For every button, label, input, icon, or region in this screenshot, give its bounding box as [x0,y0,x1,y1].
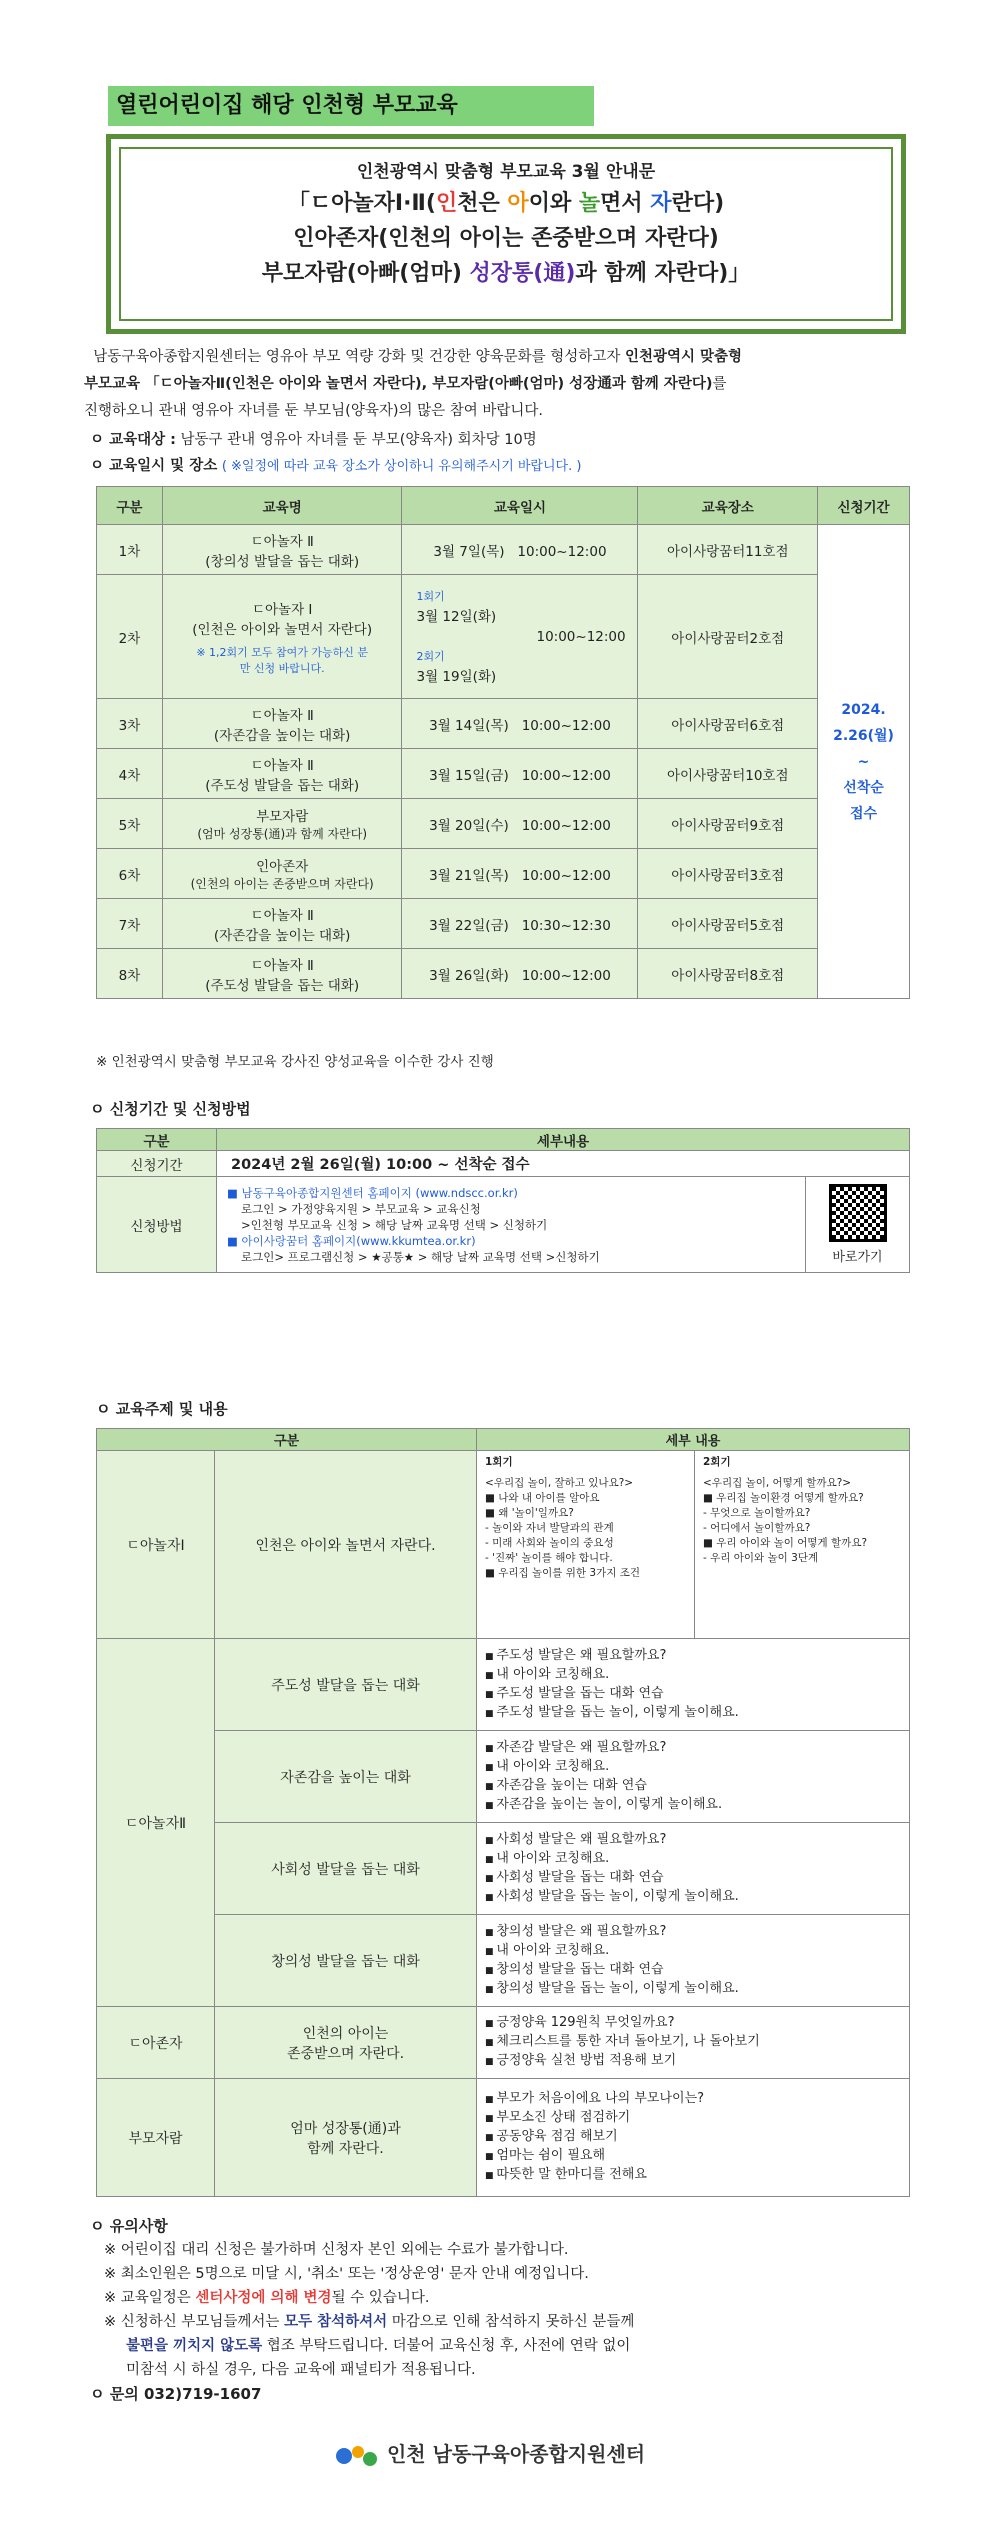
topic-cat: 부모자람 [97,2079,215,2197]
note-5a: 불편을 끼치지 않도록 [126,2338,263,2354]
row-note: ※ 1,2회기 모두 참여가 가능하신 분만 신청 바랍니다. [196,645,369,675]
topic-item: ■ 자존감을 높이는 대화 연습 [485,1777,901,1796]
row-name2: (인천의 아이는 존중받으며 자란다) [190,877,374,891]
row-name1: 인아존자 [256,859,309,875]
s1-line: <우리집 놀이, 잘하고 있나요?> [485,1477,634,1489]
intro-p3: 진행하오니 관내 영유아 자녀를 둔 부모님(양육자)의 많은 참여 바랍니다. [84,403,543,419]
note-3c: 될 수 있습니다. [331,2290,430,2306]
note-5b: 협조 부탁드립니다. 더불어 교육신청 후, 사전에 연락 없이 [262,2338,631,2354]
title-line1: 인천광역시 맞춤형 부모교육 3월 안내문 [356,162,656,182]
apply-m5: 로그인> 프로그램신청 > ★공통★ > 해당 날짜 교육명 선택 >신청하기 [241,1249,600,1264]
qr-label: 바로가기 [832,1250,883,1265]
banner: 열린어린이집 해당 인천형 부모교육 [108,86,594,126]
row-no: 4차 [97,749,163,799]
topic-item: ■ 내 아이와 코칭해요. [485,1666,901,1685]
note-4 [90,2310,910,2334]
apply-m1[interactable]: ■ 남동구육아종합지원센터 홈페이지 (www.ndscc.or.kr) [227,1185,518,1200]
schedule-footnote: ※ 인천광역시 맞춤형 부모교육 강사진 양성교육을 이수한 강사 진행 [96,1054,494,1070]
row-name2: (창의성 발달을 돕는 대화) [205,553,360,570]
topic-item: ■ 긍정양육 129원칙 무엇일까요? [485,2014,901,2033]
table-row [97,799,910,849]
topic-item: ■ 내 아이와 코칭해요. [485,1850,901,1869]
note-5 [90,2334,910,2358]
row-name1: ㄷ아놀자 Ⅰ [251,601,313,618]
topic-item: ■ 자존감을 높이는 놀이, 이렇게 놀이해요. [485,1796,901,1815]
th-date: 교육일시 [402,487,638,525]
th-name: 교육명 [162,487,402,525]
topic-item: ■ 따뜻한 말 한마디를 전해요 [485,2166,901,2185]
session1-title: 1회기 [485,1456,513,1468]
topic-item: ■ 사회성 발달은 왜 필요할까요? [485,1831,901,1850]
th-no: 구분 [97,487,163,525]
row-time: 10:00~12:00 [536,628,626,645]
table-row [97,575,910,699]
row-place: 아이사랑꿈터2호점 [638,575,818,699]
row-time: 10:00~12:00 [521,767,611,784]
row-name1: ㄷ아놀자 Ⅱ [250,533,314,550]
period-4: 선착순 [843,779,884,796]
row-time: 10:30~12:30 [521,917,611,934]
row-time: 10:00~12:00 [521,717,611,734]
note-3a: ※ 교육일정은 [104,2290,196,2306]
row-no: 7차 [97,899,163,949]
t2e: 란다) [671,191,725,216]
session-2: 2회기 [416,649,445,663]
topic-cat: ㄷ아놀자Ⅱ [97,1639,215,2007]
contact-value: 032)719-1607 [143,2385,262,2403]
qr-cell[interactable] [806,1177,910,1273]
note-6: 미참석 시 하실 경우, 다음 교육에 패널티가 적용됩니다. [126,2362,476,2378]
period-cell [818,525,910,999]
table-row [97,699,910,749]
apply-h2: 세부내용 [217,1129,910,1151]
row-name2: (자존감을 높이는 대화) [213,927,351,944]
topic-item: ■ 내 아이와 코칭해요. [485,1758,901,1777]
apply-m4-text: 아이사랑꿈터 홈페이지(www.kkumtea.or.kr) [241,1233,476,1248]
th-period: 신청기간 [818,487,910,525]
t4a: 부모자람(아빠(엄마) [261,261,470,286]
s2-line: - 무엇으로 놀이할까요? [703,1507,811,1519]
row-date: 3월 22일(금) [429,917,509,934]
row-place: 아이사랑꿈터3호점 [638,849,818,899]
schedule-table [96,486,910,999]
topic-item: ■ 부모소진 상태 점검하기 [485,2109,901,2128]
topic-sub: 인천은 아이와 놀면서 자란다. [215,1451,477,1639]
row-date: 3월 26일(화) [429,967,509,984]
topic-item: ■ 주도성 발달을 돕는 대화 연습 [485,1685,901,1704]
row-date: 3월 7일(목) [433,543,505,560]
row-date: 3월 12일(화) [416,608,497,625]
row-place: 아이사랑꿈터10호점 [638,749,818,799]
notes [90,2214,910,2406]
note-4b: 모두 참석하셔서 [284,2314,388,2330]
period-1: 2024. [841,701,886,718]
row-date: 3월 21일(목) [429,867,509,884]
row-name2: (자존감을 높이는 대화) [213,727,351,744]
t4c: 과 함께 자란다)」 [575,261,751,286]
row-time: 10:00~12:00 [521,967,611,984]
s1-line: ■ 우리집 놀이를 위한 3가지 조건 [485,1567,641,1579]
row-place: 아이사랑꿈터8호점 [638,949,818,999]
row-name1: 부모자람 [256,809,309,825]
table-row [97,899,910,949]
title-line2 [121,186,891,217]
table-row [97,525,910,575]
topic-item: ■ 사회성 발달을 돕는 대화 연습 [485,1869,901,1888]
s2-line: ■ 우리 아이와 놀이 어떻게 할까요? [703,1537,868,1549]
apply-period-value: 2024년 2월 26일(월) 10:00 ~ 선착순 접수 [217,1151,910,1177]
topic-sub2: 존중받으며 자란다. [286,2045,405,2062]
t2-a: 아 [507,191,529,216]
row-name2: (주도성 발달을 돕는 대화) [205,777,360,794]
topic-item: ■ 창의성 발달은 왜 필요할까요? [485,1923,901,1942]
topic-item: ■ 창의성 발달을 돕는 대화 연습 [485,1961,901,1980]
topic-item: ■ 주도성 발달은 왜 필요할까요? [485,1647,901,1666]
apply-m2: 로그인 > 가정양육지원 > 부모교육 > 교육신청 [241,1201,481,1216]
t2-in: 인 [435,191,458,216]
intro-p2-bold: 부모교육 「ㄷ아놀자Ⅱ(인천은 아이와 놀면서 자란다), 부모자람(아빠(엄마) 성장通과 함께 자란다) [84,376,713,392]
note-4c: 마감으로 인해 참석하지 못하신 분들께 [387,2314,635,2330]
s2-line: ■ 우리집 놀이환경 어떻게 할까요? [703,1492,864,1504]
footer-org: 인천 남동구육아종합지원센터 [386,2442,646,2466]
row-time: 10:00~12:00 [521,867,611,884]
topic-sub: 자존감을 높이는 대화 [215,1731,477,1823]
topic-cat: ㄷ아존자 [97,2007,215,2079]
apply-period-label: 신청기간 [97,1151,217,1177]
center-logo-icon [334,2441,380,2471]
topic-item: ■ 주도성 발달을 돕는 놀이, 이렇게 놀이해요. [485,1704,901,1723]
table-row [97,849,910,899]
row-date: 3월 15일(금) [429,767,509,784]
intro-p1: 남동구육아종합지원센터는 영유아 부모 역량 강화 및 건강한 양육문화를 형성하고자 [93,349,621,365]
t2a: ㄷ아놀자Ⅰ·Ⅱ( [309,191,436,216]
note-4a: ※ 신청하신 부모님들께서는 [104,2314,285,2330]
apply-section-title [90,1098,251,1119]
row-name2: (주도성 발달을 돕는 대화) [205,977,360,994]
bracket: 「 [287,191,310,216]
row-no: 2차 [97,575,163,699]
t2d: 면서 [600,191,651,216]
apply-method-label: 신청방법 [97,1177,217,1273]
row-no: 6차 [97,849,163,899]
t4b: 성장통(通) [469,261,576,286]
apply-m3: >인천형 부모교육 신청 > 해당 날짜 교육명 선택 > 신청하기 [241,1217,548,1232]
schedule-label: 교육일시 및 장소 [109,458,218,474]
t2-nol: 놀 [578,191,601,216]
target-label: 교육대상 : [109,432,176,448]
topics-h1: 구분 [97,1429,477,1451]
topic-item: ■ 자존감 발달은 왜 필요할까요? [485,1739,901,1758]
note-2: ※ 최소인원은 5명으로 미달 시, '취소' 또는 '정상운영' 문자 안내 예정입니다. [104,2266,589,2282]
target-value: 남동구 관내 영유아 자녀를 둔 부모(양육자) 회차당 10명 [180,432,537,448]
s1-line: - '진짜' 놀이를 해야 합니다. [485,1552,613,1564]
row-time: 10:00~12:00 [521,817,611,834]
apply-m1-text: 남동구육아종합지원센터 홈페이지 (www.ndscc.or.kr) [241,1185,518,1200]
row-no: 1차 [97,525,163,575]
schedule-note: ( ※일정에 따라 교육 장소가 상이하니 유의해주시기 바랍니다. ) [221,459,582,474]
row-date: 3월 20일(수) [429,817,509,834]
s2-line: <우리집 놀이, 어떻게 할까요?> [703,1477,852,1489]
schedule-line [90,454,581,475]
row-no: 8차 [97,949,163,999]
topic-sub: 사회성 발달을 돕는 대화 [215,1823,477,1915]
row-time: 10:00~12:00 [517,543,607,560]
topic-item: ■ 부모가 처음이에요 나의 부모나이는? [485,2090,901,2109]
row-date: 3월 14일(목) [429,717,509,734]
topic-sub1: 인천의 아이는 [302,2025,389,2042]
s1-line: ■ 왜 '놀이'일까요? [485,1507,574,1519]
notes-title: 유의사항 [109,2217,168,2235]
apply-table [96,1128,910,1273]
note-3b: 센터사정에 의해 변경 [195,2290,332,2306]
note-3 [90,2286,910,2310]
row-name1: ㄷ아놀자 Ⅱ [250,957,314,974]
apply-h1: 구분 [97,1129,217,1151]
table-row [97,749,910,799]
qr-code-icon[interactable] [829,1184,887,1242]
contact-label: 문의 [109,2385,139,2403]
topic-sub: 창의성 발달을 돕는 대화 [215,1915,477,2007]
session2-title: 2회기 [703,1456,731,1468]
row-no: 5차 [97,799,163,849]
topics-section-title [96,1398,228,1419]
session-1: 1회기 [416,589,445,603]
s2-line: - 우리 아이와 놀이 3단계 [703,1552,819,1564]
t2-ja: 자 [650,191,672,216]
intro-p2-end: 를 [712,376,727,392]
topics-section-label: 교육주제 및 내용 [115,1400,228,1418]
row-date2: 3월 19일(화) [416,668,497,685]
s2-line: - 어디에서 놀이할까요? [703,1522,811,1534]
topic-item: ■ 창의성 발달을 돕는 놀이, 이렇게 놀이해요. [485,1980,901,1999]
topic-sub2: 함께 자란다. [307,2140,384,2157]
row-place: 아이사랑꿈터6호점 [638,699,818,749]
t2b: 천은 [457,191,508,216]
topics-table [96,1428,910,2197]
period-3: ~ [857,753,870,770]
topic-item: ■ 공동양육 점검 해보기 [485,2128,901,2147]
th-place: 교육장소 [638,487,818,525]
topic-sub1: 엄마 성장통(通)과 [290,2120,401,2137]
row-no: 3차 [97,699,163,749]
title-box [106,134,906,334]
footer [334,2438,645,2471]
t2c: 이와 [528,191,579,216]
topic-item: ■ 내 아이와 코칭해요. [485,1942,901,1961]
intro-p1-bold: 인천광역시 맞춤형 [624,349,743,365]
topic-item: ■ 엄마는 쉼이 필요해 [485,2147,901,2166]
row-place: 아이사랑꿈터11호점 [638,525,818,575]
title-line3: 인아존자(인천의 아이는 존중받으며 자란다) [293,226,719,251]
topic-item: ■ 체크리스트를 통한 자녀 돌아보기, 나 돌아보기 [485,2033,901,2052]
s1-line: ■ 나와 내 아이를 알아요 [485,1492,600,1504]
row-place: 아이사랑꿈터9호점 [638,799,818,849]
topic-sub: 주도성 발달을 돕는 대화 [215,1639,477,1731]
note-1: ※ 어린이집 대리 신청은 불가하며 신청자 본인 외에는 수료가 불가합니다. [104,2242,569,2258]
period-5: 접수 [850,805,878,822]
s1-line: - 미래 사회와 놀이의 중요성 [485,1537,614,1549]
topic-item: ■ 긍정양육 실천 방법 적용해 보기 [485,2052,901,2071]
s1-line: - 놀이와 자녀 발달과의 관계 [485,1522,614,1534]
row-name1: ㄷ아놀자 Ⅱ [250,907,314,924]
row-name2: (인천은 아이와 놀면서 자란다) [192,621,373,638]
table-row [97,949,910,999]
topics-h2: 세부 내용 [477,1429,910,1451]
period-2: 2.26(월) [833,727,894,744]
intro [84,344,914,425]
row-name1: ㄷ아놀자 Ⅱ [250,757,314,774]
row-name1: ㄷ아놀자 Ⅱ [250,707,314,724]
row-place: 아이사랑꿈터5호점 [638,899,818,949]
row-name2: (엄마 성장통(通)과 함께 자란다) [197,827,368,841]
target-line [90,428,537,449]
topic-item: ■ 사회성 발달을 돕는 놀이, 이렇게 놀이해요. [485,1888,901,1907]
apply-section-label: 신청기간 및 신청방법 [109,1100,251,1118]
title-line4 [121,256,891,287]
apply-m4[interactable]: ■ 아이사랑꿈터 홈페이지(www.kkumtea.or.kr) [227,1233,476,1248]
topic-cat: ㄷ아놀자Ⅰ [97,1451,215,1639]
